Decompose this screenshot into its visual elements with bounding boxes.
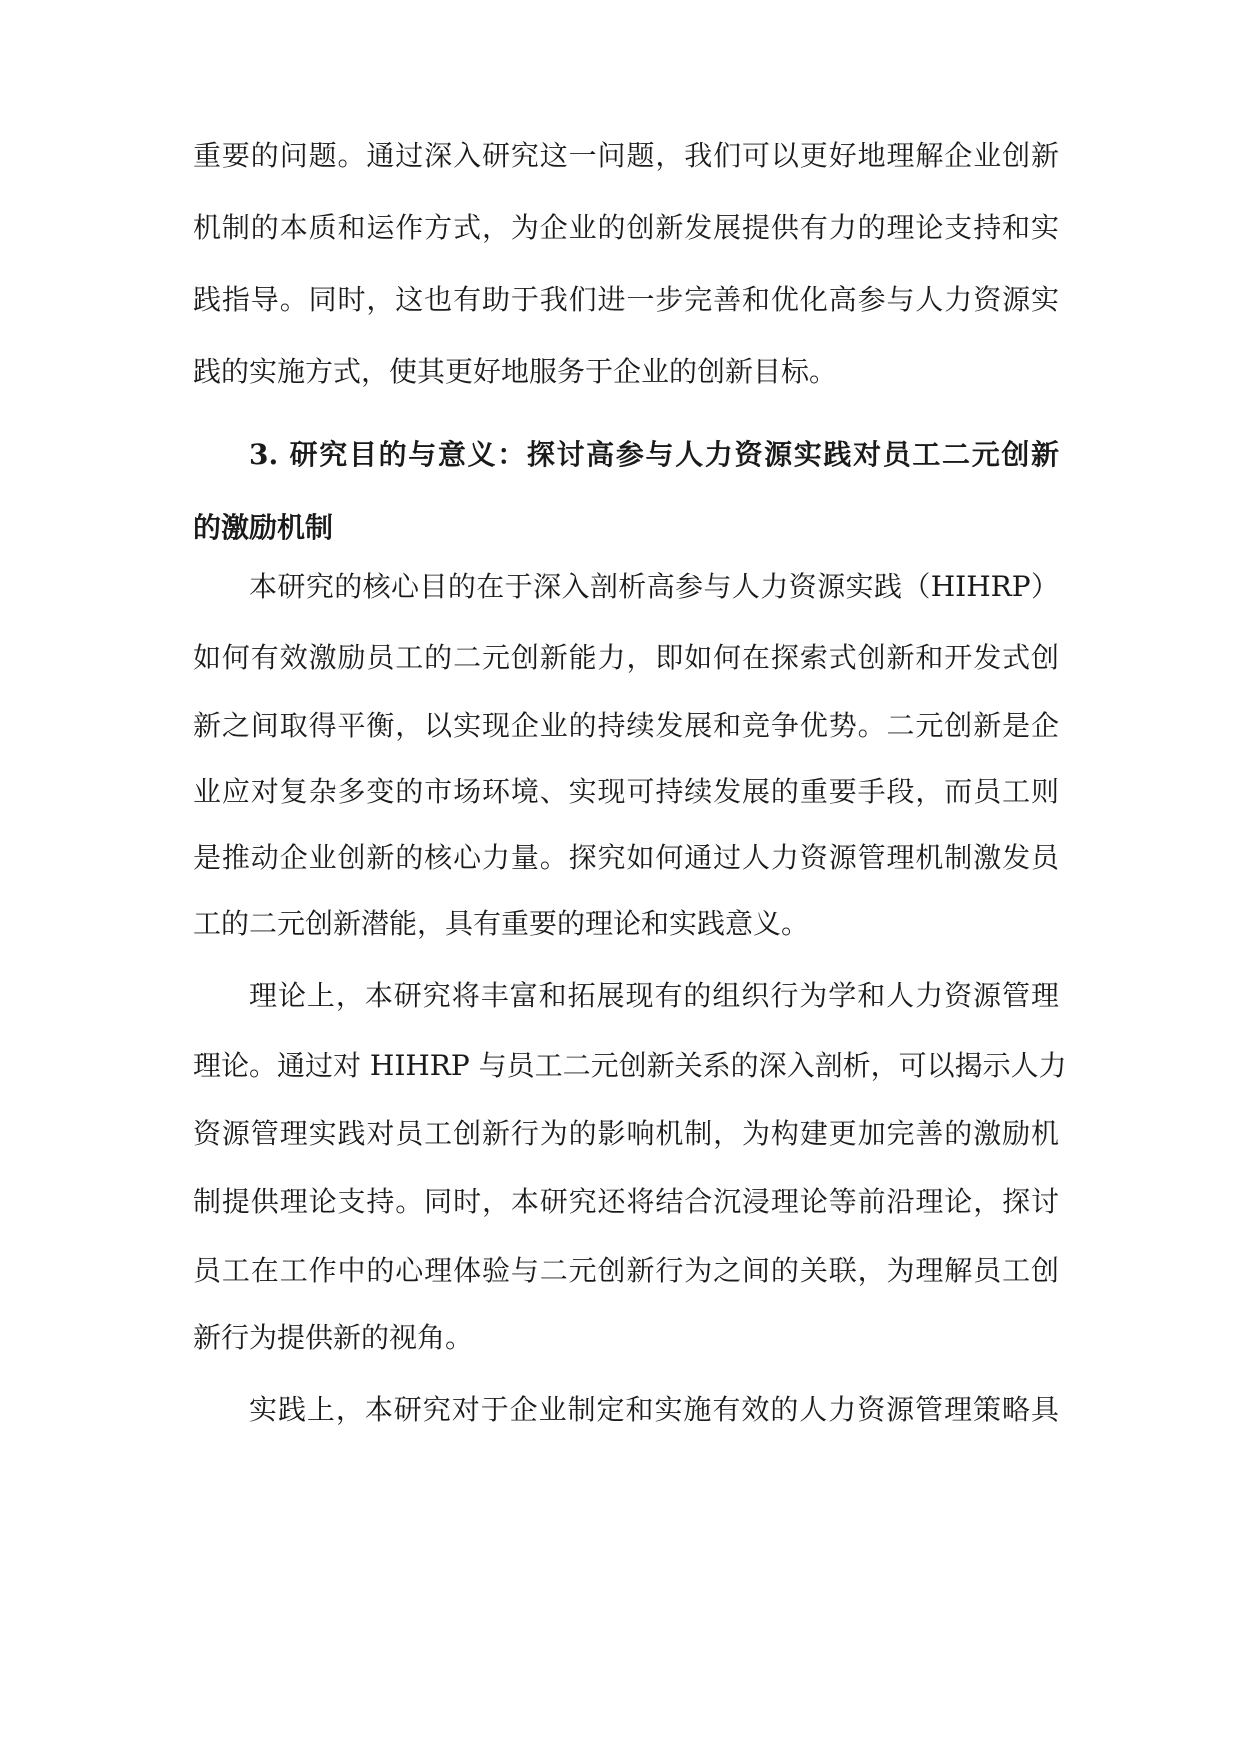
text-line: 新行为提供新的视角。 [193,1321,474,1354]
paragraph-line [193,707,1059,745]
paragraph-continuation-line [193,353,1059,391]
text-line: 践指导。同时，这也有助于我们进一步完善和优化高参与人力资源实 [193,283,1059,316]
paragraph-continuation-line [193,209,1059,247]
paragraph [193,977,1059,1015]
text-line: 理论。通过对 HIHRP 与员工二元创新关系的深入剖析，可以揭示人力 [193,1049,1067,1082]
paragraph-line [193,1252,1059,1290]
text-line: 业应对复杂多变的市场环境、实现可持续发展的重要手段，而员工则 [193,775,1059,808]
paragraph [193,568,1059,606]
text-line: 如何有效激励员工的二元创新能力，即如何在探索式创新和开发式创 [193,641,1059,674]
paragraph [193,1391,1059,1429]
paragraph-line [193,639,1059,677]
text-line: 重要的问题。通过深入研究这一问题，我们可以更好地理解企业创新 [193,139,1059,172]
heading-line: 3. 研究目的与意义：探讨高参与人力资源实践对员工二元创新 [249,438,1059,471]
paragraph-line [193,905,1059,943]
paragraph-continuation [193,137,1059,175]
paragraph-continuation-line [193,281,1059,319]
paragraph-line [193,773,1059,811]
text-line: 践的实施方式，使其更好地服务于企业的创新目标。 [193,355,838,388]
section-heading [193,436,1059,474]
paragraph-line [193,1115,1059,1153]
text-line: 新之间取得平衡，以实现企业的持续发展和竞争优势。二元创新是企 [193,709,1059,742]
paragraph-line [193,1319,1059,1357]
text-line: 机制的本质和运作方式，为企业的创新发展提供有力的理论支持和实 [193,211,1059,244]
text-line: 员工在工作中的心理体验与二元创新行为之间的关联，为理解员工创 [193,1254,1059,1287]
paragraph-line [193,1047,1067,1085]
text-line: 工的二元创新潜能，具有重要的理论和实践意义。 [193,907,810,940]
heading-line: 的激励机制 [193,511,334,544]
text-line: 资源管理实践对员工创新行为的影响机制，为构建更加完善的激励机 [193,1117,1059,1150]
text-line: 本研究的核心目的在于深入剖析高参与人力资源实践（HIHRP） [249,570,1059,603]
text-line: 理论上，本研究将丰富和拓展现有的组织行为学和人力资源管理 [249,979,1059,1012]
section-heading-line [193,509,1059,547]
text-line: 制提供理论支持。同时，本研究还将结合沉浸理论等前沿理论，探讨 [193,1185,1059,1218]
text-line: 是推动企业创新的核心力量。探究如何通过人力资源管理机制激发员 [193,841,1059,874]
paragraph-line [193,1183,1059,1221]
text-line: 实践上，本研究对于企业制定和实施有效的人力资源管理策略具 [249,1393,1059,1426]
paragraph-line [193,839,1059,877]
